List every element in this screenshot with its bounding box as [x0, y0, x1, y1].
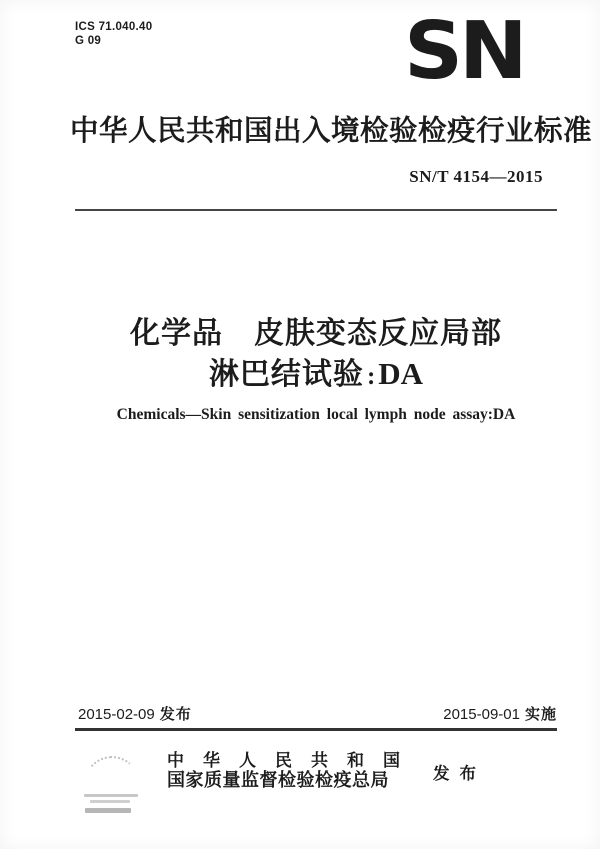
- title-line-2-cn: 淋巴结试验: [208, 358, 364, 391]
- issue-date: 2015-02-09: [78, 706, 155, 723]
- implement-date-item: [443, 703, 557, 724]
- watermark-text-line: [85, 808, 131, 813]
- title-line-1: 化学品 皮肤变态反应局部: [130, 317, 502, 350]
- publish-label: 发布: [433, 765, 486, 783]
- watermark-stamp: [76, 754, 150, 822]
- standard-type-heading: 中华人民共和国出入境检验检疫行业标准: [70, 115, 593, 147]
- bottom-divider: [75, 728, 557, 731]
- ics-classification: [75, 20, 152, 48]
- issue-date-item: [78, 703, 192, 724]
- class-code: G 09: [75, 35, 102, 47]
- sn-logo: SN: [404, 5, 524, 98]
- publisher-line-2: 国家质量监督检验检疫总局: [167, 770, 389, 790]
- watermark-text-line: [84, 794, 138, 797]
- title-block: [75, 314, 557, 397]
- standard-number: SN/T 4154—2015: [409, 167, 543, 186]
- title-line-2: [75, 354, 557, 397]
- title-colon: :: [366, 363, 377, 390]
- title-english: Chemicals—Skin sensitization local lymph node assay:DA: [116, 406, 516, 423]
- issue-label: 发布: [159, 706, 192, 723]
- dates-row: [78, 703, 557, 724]
- watermark-text-line: [90, 800, 130, 803]
- implement-label: 实施: [524, 706, 557, 723]
- top-divider: [75, 209, 557, 211]
- title-suffix: DA: [378, 356, 424, 391]
- publisher-line-1: 中华人民共和国: [167, 751, 400, 770]
- implement-date: 2015-09-01: [443, 706, 520, 723]
- ics-code: ICS 71.040.40: [75, 21, 153, 33]
- watermark-arc: [82, 754, 142, 814]
